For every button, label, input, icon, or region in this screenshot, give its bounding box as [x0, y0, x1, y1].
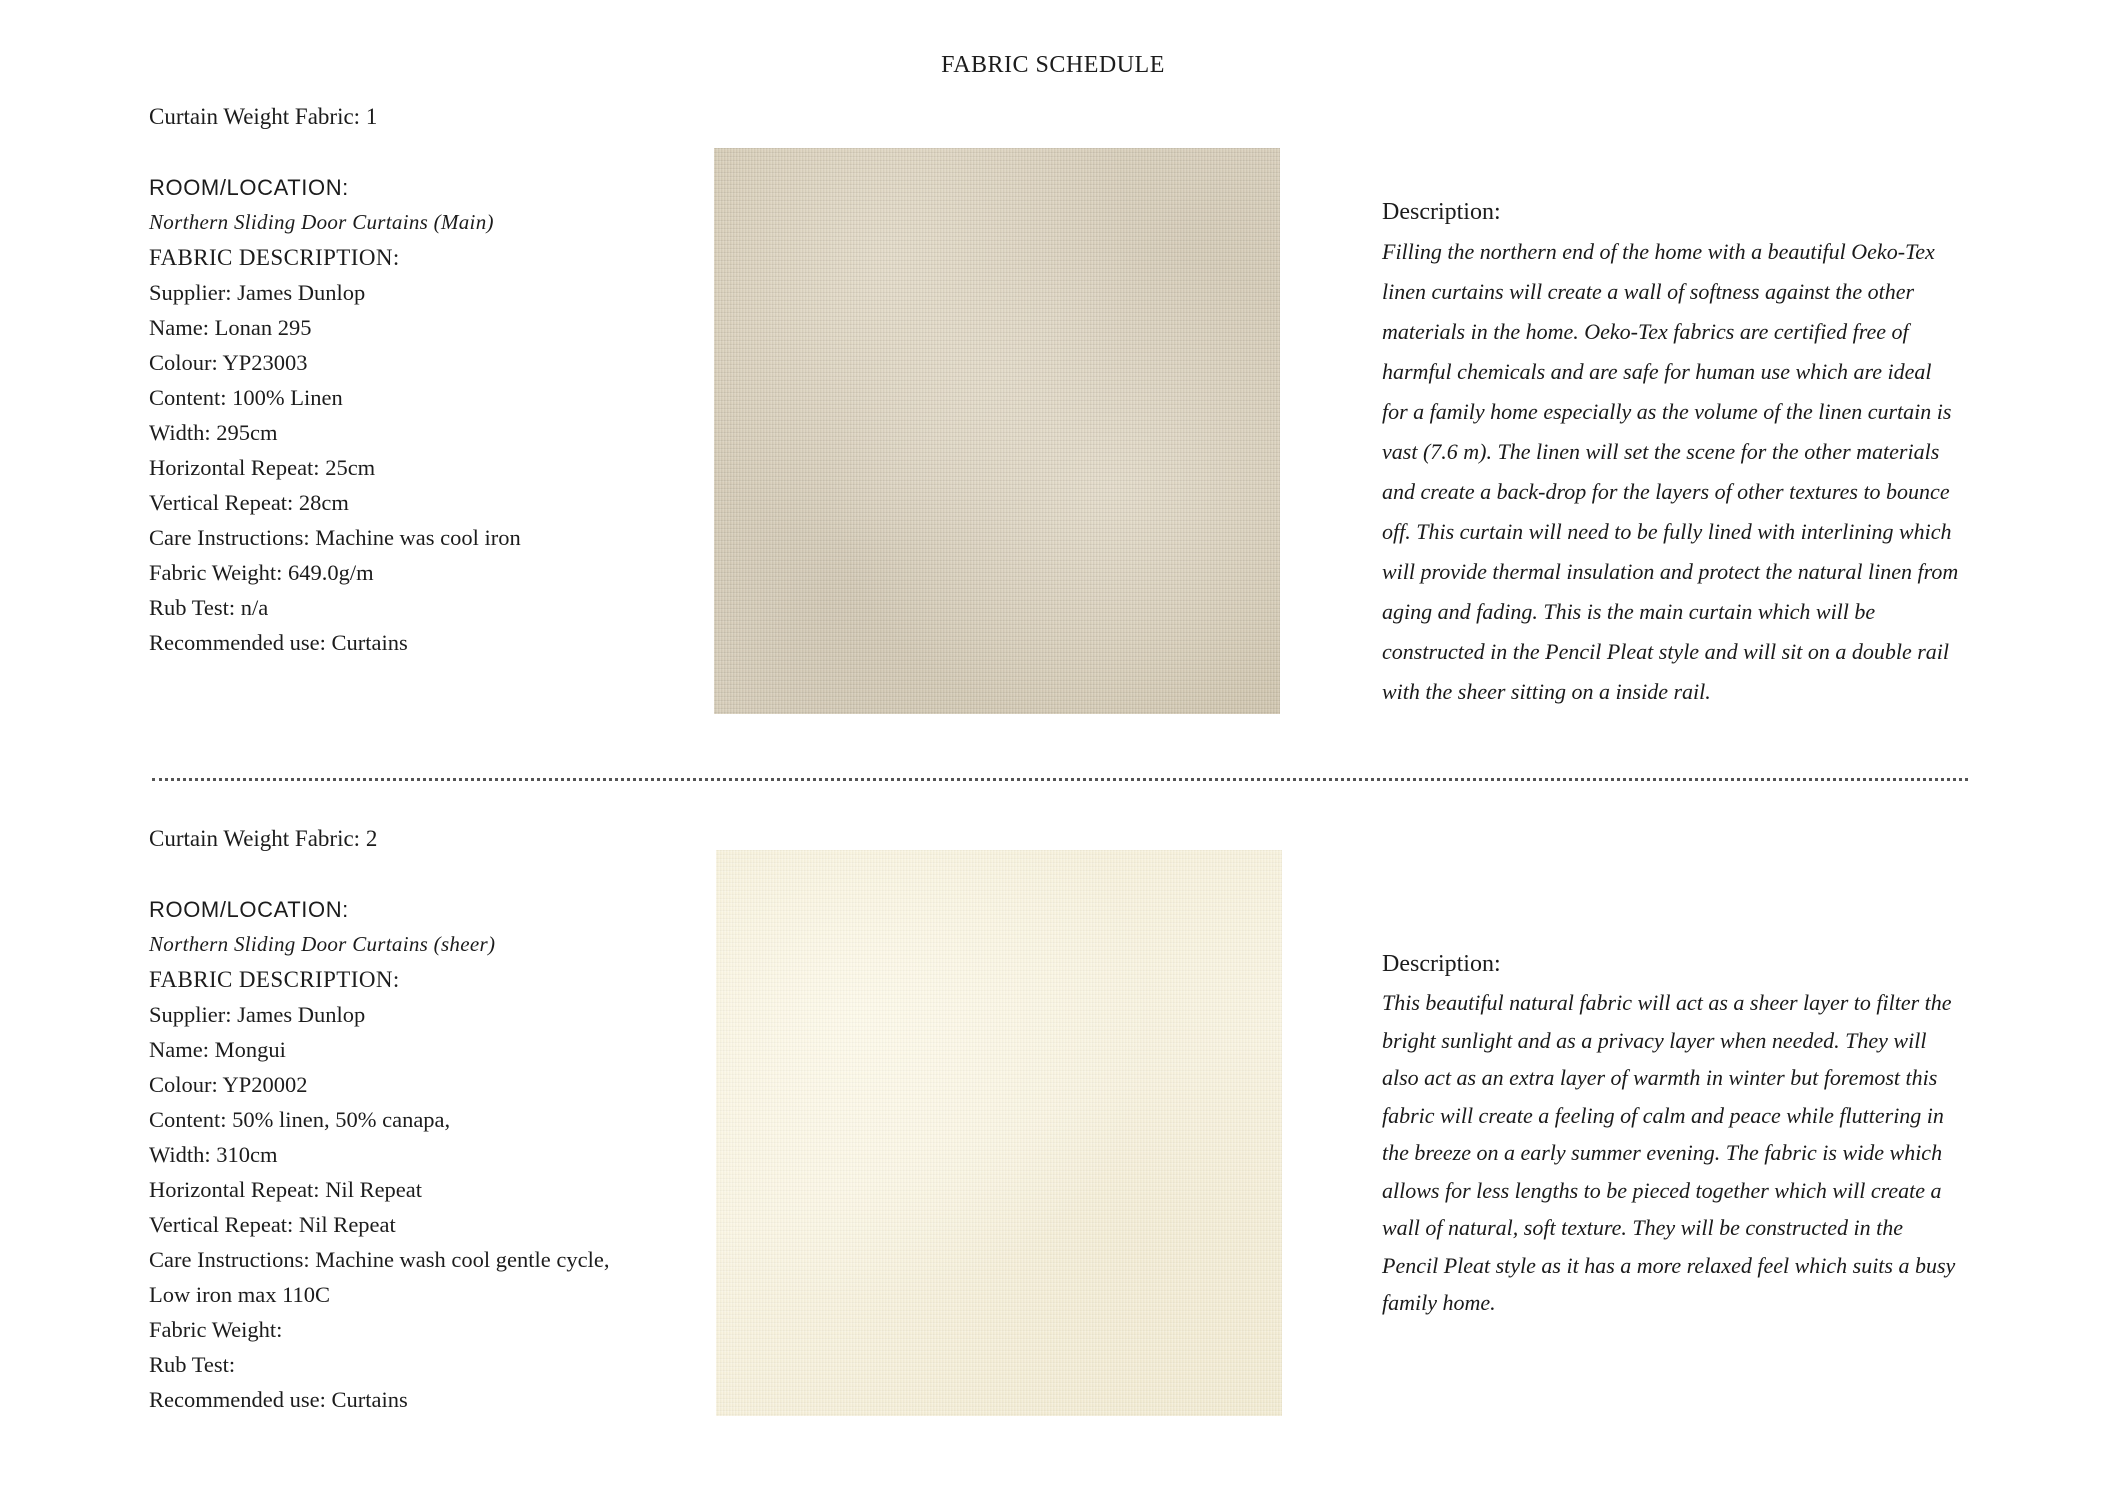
spec-list [149, 997, 709, 1417]
description-block [1382, 948, 1962, 1322]
fabric-description-label: FABRIC DESCRIPTION: [149, 967, 400, 992]
section-divider [152, 778, 1968, 781]
spec-name: Name: Mongui [149, 1037, 286, 1062]
spec-care-instructions: Care Instructions: Machine wash cool gentle cycle, [149, 1247, 610, 1272]
spec-supplier: Supplier: James Dunlop [149, 280, 366, 305]
room-location-value: Northern Sliding Door Curtains (sheer) [149, 932, 496, 956]
description-text: This beautiful natural fabric will act as a sheer layer to filter the bright sunlight and as a privacy layer when needed. They will also act as an extra layer of warmth in winter but foremost this fabric will create a feeling of calm and peace while fluttering in the breeze on a early summer evening. The fabric is wide which allows for less lengths to be pieced together which will create a wall of natural, soft texture. They will be constructed in the Pencil Pleat style as it has a more relaxed feel which suits a busy family home. [1382, 990, 1956, 1315]
spec-list [149, 275, 709, 660]
fabric-description-label: FABRIC DESCRIPTION: [149, 245, 400, 270]
description-label: Description: [1382, 951, 1501, 977]
spec-care-instructions: Care Instructions: Machine was cool iron [149, 525, 521, 550]
description-text: Filling the northern end of the home with a beautiful Oeko-Tex linen curtains will create a wall of softness against the other materials in the home. Oeko-Tex fabrics are certified free of harmful chemicals and are safe for human use which are ideal for a family home especially as the volume of the linen curtain is vast (7.6 m). The linen will set the scene for the other materials and create a back-drop for the layers of other textures to bounce off. This curtain will need to be fully lined with interlining which will provide thermal insulation and protect the natural linen from aging and fading. This is the main curtain which will be constructed in the Pencil Pleat style and will sit on a double rail with the sheer sitting on a inside rail. [1382, 239, 1959, 704]
room-location-label: ROOM/LOCATION: [149, 175, 349, 200]
spec-recommended-use: Recommended use: Curtains [149, 630, 408, 655]
spec-vertical-repeat: Vertical Repeat: 28cm [149, 490, 349, 515]
spec-content: Content: 100% Linen [149, 385, 343, 410]
spec-fabric-weight: Fabric Weight: 649.0g/m [149, 560, 374, 585]
spec-care-instructions-cont: Low iron max 110C [149, 1282, 331, 1307]
spec-colour: Colour: YP23003 [149, 350, 308, 375]
spec-width: Width: 310cm [149, 1142, 278, 1167]
fabric-heading: Curtain Weight Fabric: 1 [149, 104, 378, 129]
spec-horizontal-repeat: Horizontal Repeat: 25cm [149, 455, 376, 480]
spec-rub-test: Rub Test: n/a [149, 595, 269, 620]
fabric-section-2 [0, 822, 2106, 1462]
spec-rub-test: Rub Test: [149, 1352, 236, 1377]
spec-colour: Colour: YP20002 [149, 1072, 308, 1097]
page-title: FABRIC SCHEDULE [941, 52, 1165, 78]
spec-supplier: Supplier: James Dunlop [149, 1002, 366, 1027]
spec-content: Content: 50% linen, 50% canapa, [149, 1107, 451, 1132]
fabric-spec-block [149, 170, 709, 660]
spec-name: Name: Lonan 295 [149, 315, 312, 340]
fabric-section-1 [0, 100, 2106, 740]
fabric-heading: Curtain Weight Fabric: 2 [149, 826, 378, 851]
room-location-label: ROOM/LOCATION: [149, 897, 349, 922]
spec-horizontal-repeat: Horizontal Repeat: Nil Repeat [149, 1177, 423, 1202]
spec-vertical-repeat: Vertical Repeat: Nil Repeat [149, 1212, 396, 1237]
description-block [1382, 196, 1962, 712]
room-location-value: Northern Sliding Door Curtains (Main) [149, 210, 494, 234]
spec-width: Width: 295cm [149, 420, 278, 445]
fabric-swatch-image [714, 148, 1280, 714]
description-label: Description: [1382, 199, 1501, 225]
fabric-swatch-image [716, 850, 1282, 1416]
spec-fabric-weight: Fabric Weight: [149, 1317, 283, 1342]
fabric-spec-block [149, 892, 709, 1417]
spec-recommended-use: Recommended use: Curtains [149, 1387, 408, 1412]
